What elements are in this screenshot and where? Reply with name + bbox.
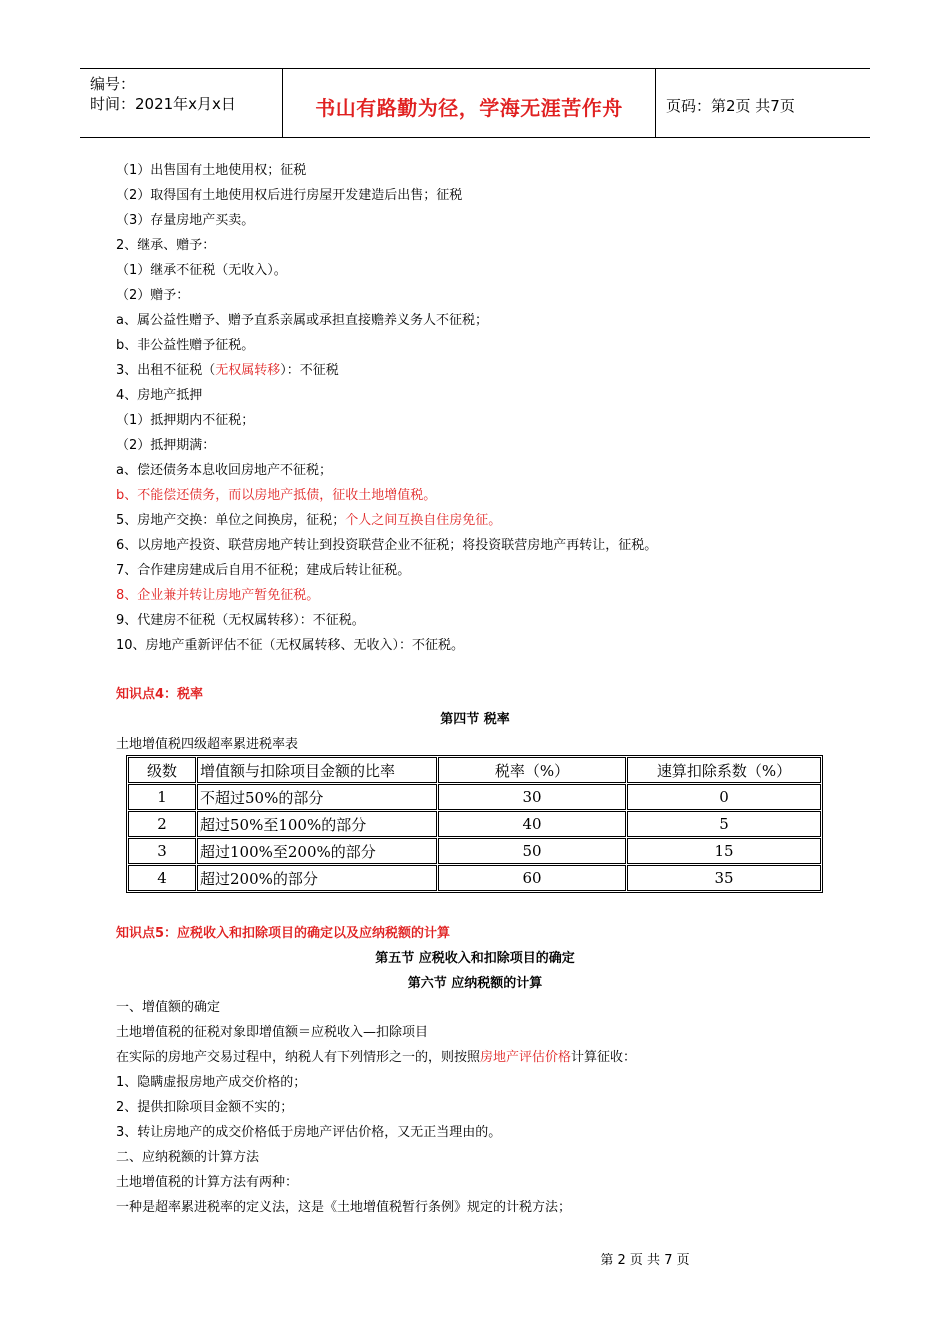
text-line: 一、增值额的确定 — [116, 1000, 221, 1015]
text-line: 土地增值税的计算方法有两种： — [116, 1175, 299, 1190]
text-line: （2）抵押期满： — [116, 438, 216, 453]
text-line: （1）出售国有土地使用权；征税 — [116, 163, 307, 178]
table-row — [128, 838, 821, 864]
table-cell: 30 — [438, 784, 626, 810]
table-caption: 土地增值税四级超率累进税率表 — [116, 737, 299, 752]
table-cell: 5 — [627, 811, 821, 837]
knowledge-point-4: 知识点4：税率 — [116, 687, 204, 702]
table-cell: 不超过50%的部分 — [197, 784, 437, 810]
footer-page-number: 第 2 页 共 7 页 — [600, 1253, 690, 1268]
text-line: a、属公益性赠予、赠予直系亲属或承担直接赡养义务人不征税； — [116, 313, 488, 328]
text-line: 9、代建房不征税（无权属转移）：不征税。 — [116, 613, 365, 628]
text-line: 7、合作建房建成后自用不征税；建成后转让征税。 — [116, 563, 411, 578]
section-title-5: 第五节 应税收入和扣除项目的确定 — [375, 951, 575, 966]
motto: 书山有路勤为径，学海无涯苦作舟 — [315, 96, 623, 120]
table-cell: 60 — [438, 865, 626, 891]
rent-suffix: ）：不征税 — [280, 363, 339, 378]
table-cell: 3 — [128, 838, 196, 864]
text-line: 二、应纳税额的计算方法 — [116, 1150, 260, 1165]
table-row — [128, 865, 821, 891]
text-line: （2）取得国有土地使用权后进行房屋开发建造后出售；征税 — [116, 188, 463, 203]
text-line: 3、转让房地产的成交价格低于房地产评估价格，又无正当理由的。 — [116, 1125, 502, 1140]
table-header-cell: 税率（%） — [438, 757, 626, 783]
table-cell: 50 — [438, 838, 626, 864]
rent-line — [116, 363, 339, 379]
table-cell: 15 — [627, 838, 821, 864]
section-title-4: 第四节 税率 — [440, 712, 510, 727]
text-line: （3）存量房地产买卖。 — [116, 213, 255, 228]
table-row — [128, 811, 821, 837]
rent-prefix: 3、出租不征税（ — [116, 363, 216, 378]
highlight-line: 8、企业兼并转让房地产暂免征税。 — [116, 588, 320, 603]
header-right-cell — [656, 69, 870, 137]
exchange-line — [116, 513, 501, 529]
table-cell: 0 — [627, 784, 821, 810]
table-cell: 2 — [128, 811, 196, 837]
appraise-line — [116, 1050, 636, 1066]
table-header-cell: 增值额与扣除项目金额的比率 — [197, 757, 437, 783]
table-cell: 超过100%至200%的部分 — [197, 838, 437, 864]
page-header — [80, 68, 870, 138]
table-cell: 35 — [627, 865, 821, 891]
text-line: （1）继承不征税（无收入）。 — [116, 263, 287, 278]
number-label: 编号： — [90, 75, 136, 93]
table-header-cell: 级数 — [128, 757, 196, 783]
text-line: 2、提供扣除项目金额不实的； — [116, 1100, 294, 1115]
text-line: 2、继承、赠予： — [116, 238, 216, 253]
table-cell: 超过200%的部分 — [197, 865, 437, 891]
exchange-prefix: 5、房地产交换：单位之间换房，征税； — [116, 513, 346, 528]
exchange-highlight: 个人之间互换自住房免征。 — [345, 513, 502, 528]
text-line: 10、房地产重新评估不征（无权属转移、无收入）：不征税。 — [116, 638, 465, 653]
text-line: （2）赠予： — [116, 288, 190, 303]
time-label: 时间：2021年x月x日 — [90, 95, 236, 113]
table-header-row — [128, 757, 821, 783]
text-line: 一种是超率累进税率的定义法，这是《土地增值税暂行条例》规定的计税方法； — [116, 1200, 572, 1215]
tax-rate-table — [126, 755, 823, 893]
highlight-line: b、不能偿还债务，而以房地产抵债，征收土地增值税。 — [116, 488, 437, 503]
text-line: 6、以房地产投资、联营房地产转让到投资联营企业不征税；将投资联营房地产再转让，征税。 — [116, 538, 658, 553]
appraise-prefix: 在实际的房地产交易过程中，纳税人有下列情形之一的，则按照 — [116, 1050, 481, 1065]
header-left-cell — [80, 69, 283, 137]
table-cell: 4 — [128, 865, 196, 891]
section-title-6: 第六节 应纳税额的计算 — [407, 976, 543, 991]
appraise-suffix: 计算征收： — [571, 1050, 637, 1065]
text-line: b、非公益性赠予征税。 — [116, 338, 255, 353]
text-line: （1）抵押期内不征税； — [116, 413, 255, 428]
appraise-highlight: 房地产评估价格 — [480, 1050, 572, 1065]
table-cell: 超过50%至100%的部分 — [197, 811, 437, 837]
table-header-cell: 速算扣除系数（%） — [627, 757, 821, 783]
header-center-cell — [283, 69, 656, 137]
page-footer — [0, 1249, 950, 1268]
rent-highlight: 无权属转移 — [215, 363, 281, 378]
page-label: 页码：第2页 共7页 — [666, 97, 795, 115]
text-line: 4、房地产抵押 — [116, 388, 203, 403]
table-row — [128, 784, 821, 810]
text-line: 1、隐瞒虚报房地产成交价格的； — [116, 1075, 307, 1090]
table-cell: 1 — [128, 784, 196, 810]
text-line: 土地增值税的征税对象即增值额＝应税收入—扣除项目 — [116, 1025, 429, 1040]
knowledge-point-5: 知识点5：应税收入和扣除项目的确定以及应纳税额的计算 — [116, 926, 451, 941]
table-cell: 40 — [438, 811, 626, 837]
text-line: a、偿还债务本息收回房地产不征税； — [116, 463, 332, 478]
